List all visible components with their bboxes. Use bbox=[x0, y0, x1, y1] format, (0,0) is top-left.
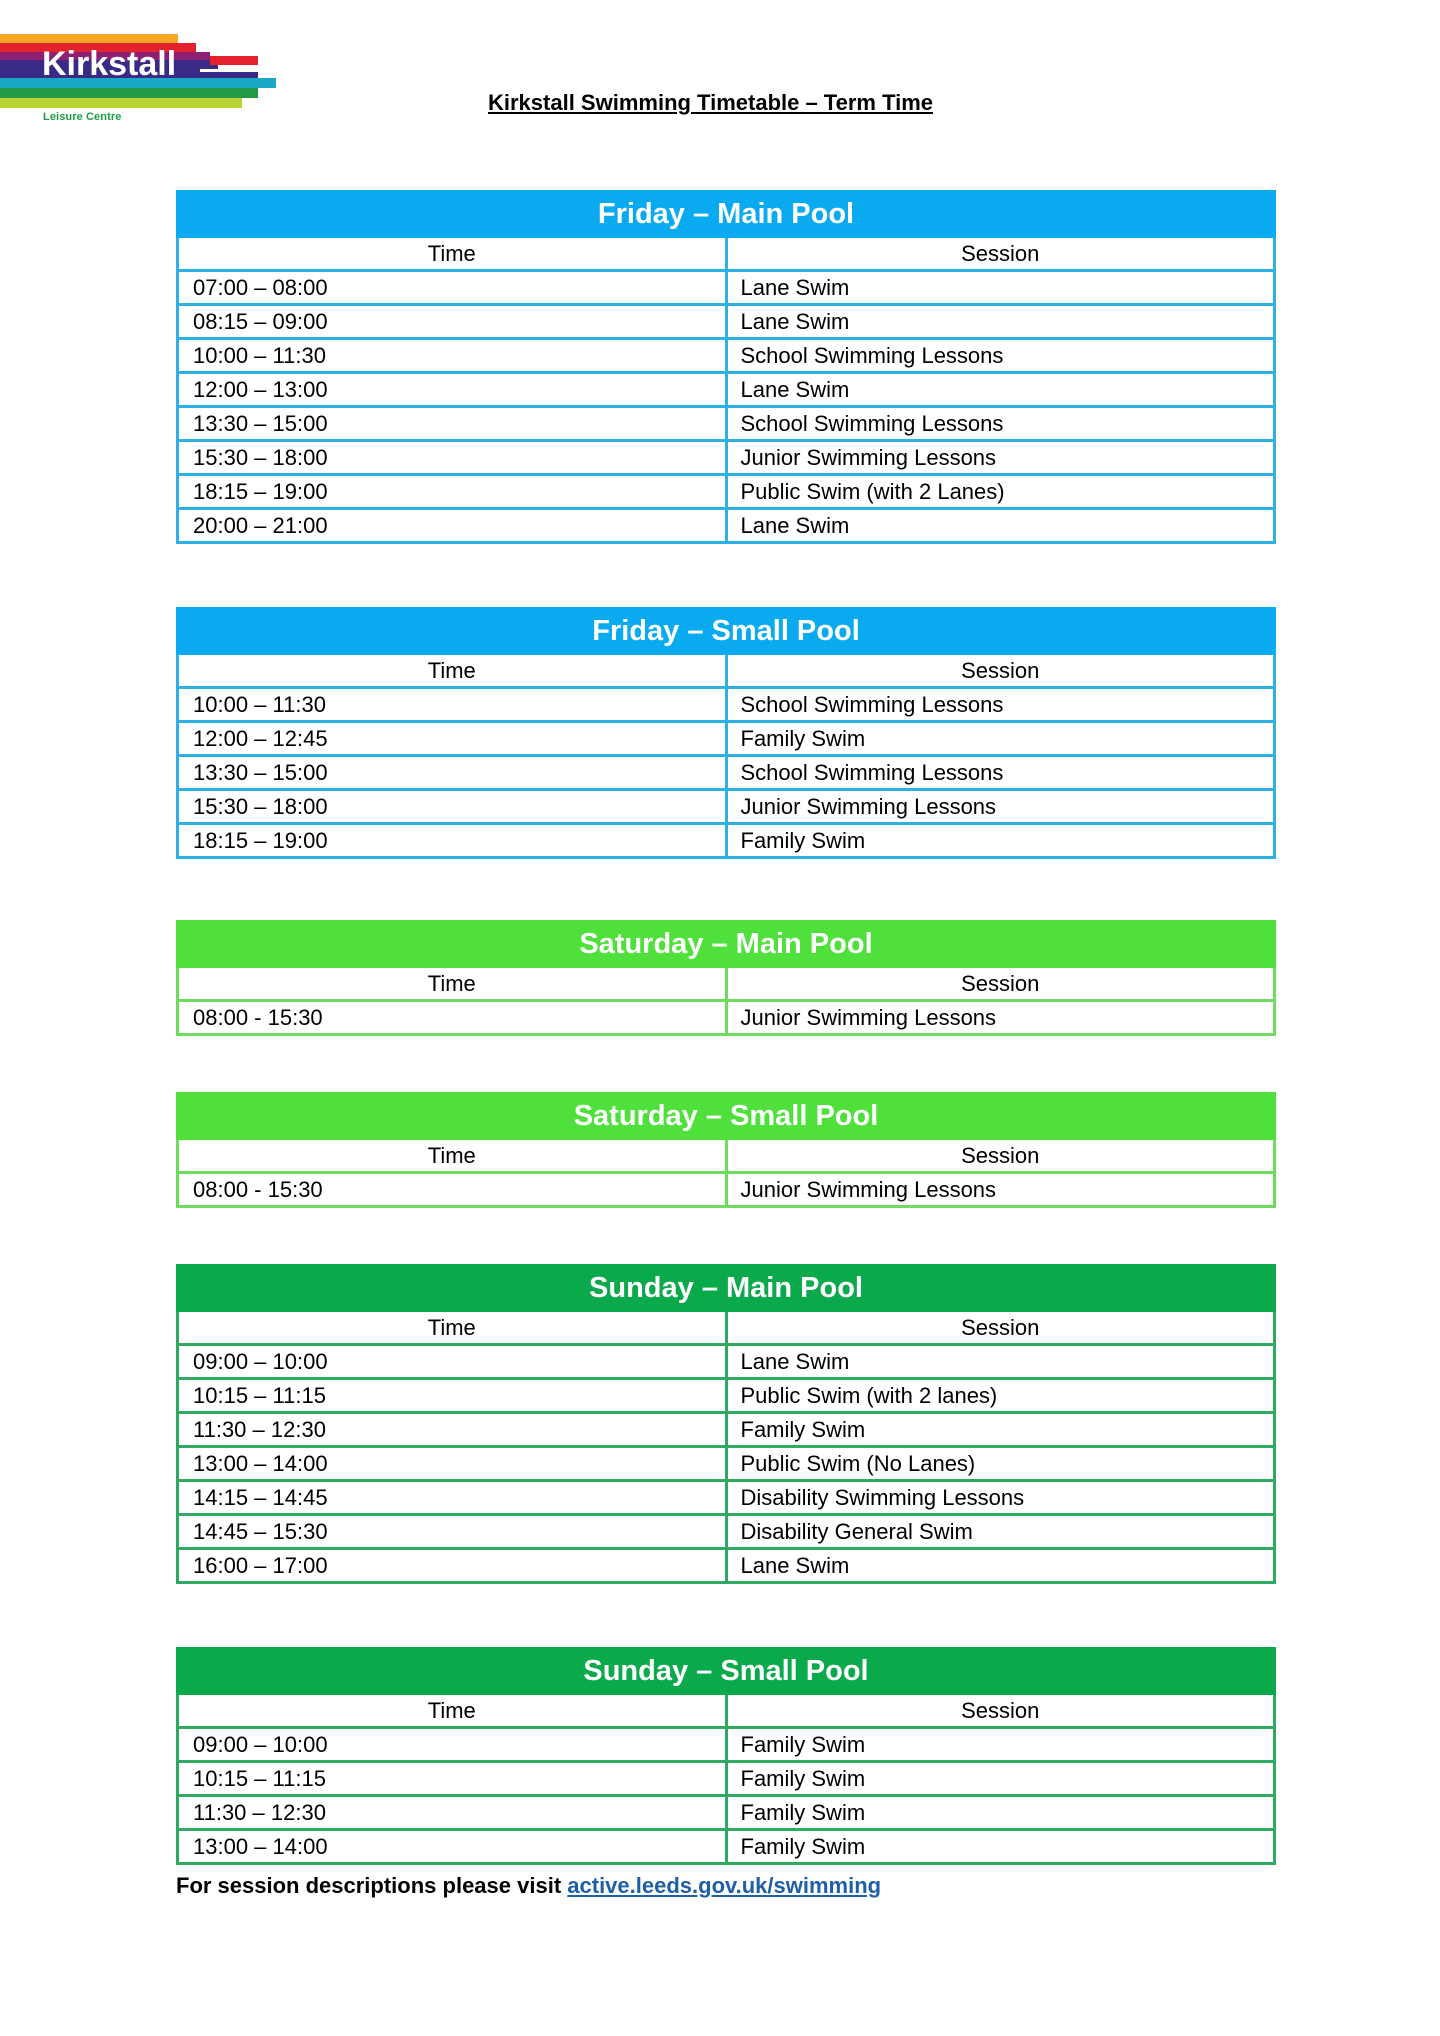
time-cell: 13:00 – 14:00 bbox=[178, 1447, 727, 1481]
table-row bbox=[178, 1762, 1275, 1796]
column-header-session: Session bbox=[726, 237, 1275, 271]
timetable-saturday-main-pool bbox=[176, 920, 1276, 1036]
logo-wordmark: Kirkstall bbox=[42, 45, 177, 83]
table-row bbox=[178, 688, 1275, 722]
table-row bbox=[178, 1549, 1275, 1583]
table-row bbox=[178, 1830, 1275, 1864]
column-header-session: Session bbox=[726, 654, 1275, 688]
session-cell: Family Swim bbox=[726, 1728, 1275, 1762]
time-cell: 10:00 – 11:30 bbox=[178, 688, 727, 722]
session-cell: Public Swim (with 2 lanes) bbox=[726, 1379, 1275, 1413]
timetable-friday-main-pool bbox=[176, 190, 1276, 544]
timetable-friday-small-pool bbox=[176, 607, 1276, 859]
session-cell: Junior Swimming Lessons bbox=[726, 1001, 1275, 1035]
session-cell: Family Swim bbox=[726, 1413, 1275, 1447]
table-row bbox=[178, 441, 1275, 475]
table-title: Saturday – Small Pool bbox=[178, 1094, 1275, 1139]
logo-stripes-graphic bbox=[0, 34, 280, 129]
table-row bbox=[178, 373, 1275, 407]
table-row bbox=[178, 271, 1275, 305]
time-cell: 14:15 – 14:45 bbox=[178, 1481, 727, 1515]
time-cell: 11:30 – 12:30 bbox=[178, 1413, 727, 1447]
time-cell: 08:15 – 09:00 bbox=[178, 305, 727, 339]
table-title: Saturday – Main Pool bbox=[178, 922, 1275, 967]
time-cell: 07:00 – 08:00 bbox=[178, 271, 727, 305]
time-cell: 13:00 – 14:00 bbox=[178, 1830, 727, 1864]
table-row bbox=[178, 756, 1275, 790]
logo-subtitle: Leisure Centre bbox=[43, 111, 122, 123]
table-row bbox=[178, 1379, 1275, 1413]
time-cell: 15:30 – 18:00 bbox=[178, 790, 727, 824]
footer-note bbox=[176, 1873, 881, 1899]
table-row bbox=[178, 339, 1275, 373]
time-cell: 08:00 - 15:30 bbox=[178, 1001, 727, 1035]
session-cell: Lane Swim bbox=[726, 509, 1275, 543]
table-row bbox=[178, 407, 1275, 441]
column-header-time: Time bbox=[178, 654, 727, 688]
time-cell: 15:30 – 18:00 bbox=[178, 441, 727, 475]
session-cell: Family Swim bbox=[726, 1796, 1275, 1830]
table-row bbox=[178, 1173, 1275, 1207]
time-cell: 18:15 – 19:00 bbox=[178, 475, 727, 509]
session-cell: Disability General Swim bbox=[726, 1515, 1275, 1549]
table-row bbox=[178, 1728, 1275, 1762]
session-cell: Lane Swim bbox=[726, 1345, 1275, 1379]
time-cell: 10:00 – 11:30 bbox=[178, 339, 727, 373]
session-cell: Public Swim (No Lanes) bbox=[726, 1447, 1275, 1481]
time-cell: 10:15 – 11:15 bbox=[178, 1379, 727, 1413]
table-row bbox=[178, 475, 1275, 509]
table-row bbox=[178, 1515, 1275, 1549]
time-cell: 10:15 – 11:15 bbox=[178, 1762, 727, 1796]
time-cell: 09:00 – 10:00 bbox=[178, 1728, 727, 1762]
time-cell: 14:45 – 15:30 bbox=[178, 1515, 727, 1549]
table-row bbox=[178, 1796, 1275, 1830]
session-cell: Junior Swimming Lessons bbox=[726, 790, 1275, 824]
session-cell: Family Swim bbox=[726, 1830, 1275, 1864]
column-header-time: Time bbox=[178, 967, 727, 1001]
column-header-session: Session bbox=[726, 1311, 1275, 1345]
session-cell: Lane Swim bbox=[726, 1549, 1275, 1583]
session-cell: Public Swim (with 2 Lanes) bbox=[726, 475, 1275, 509]
session-cell: Junior Swimming Lessons bbox=[726, 1173, 1275, 1207]
table-row bbox=[178, 305, 1275, 339]
table-row bbox=[178, 824, 1275, 858]
time-cell: 18:15 – 19:00 bbox=[178, 824, 727, 858]
time-cell: 09:00 – 10:00 bbox=[178, 1345, 727, 1379]
time-cell: 20:00 – 21:00 bbox=[178, 509, 727, 543]
time-cell: 08:00 - 15:30 bbox=[178, 1173, 727, 1207]
table-row bbox=[178, 509, 1275, 543]
timetable-sunday-small-pool bbox=[176, 1647, 1276, 1865]
time-cell: 11:30 – 12:30 bbox=[178, 1796, 727, 1830]
column-header-time: Time bbox=[178, 1311, 727, 1345]
session-cell: School Swimming Lessons bbox=[726, 407, 1275, 441]
table-row bbox=[178, 722, 1275, 756]
time-cell: 13:30 – 15:00 bbox=[178, 407, 727, 441]
time-cell: 12:00 – 12:45 bbox=[178, 722, 727, 756]
kirkstall-logo bbox=[0, 34, 280, 129]
table-title: Friday – Main Pool bbox=[178, 192, 1275, 237]
session-cell: Family Swim bbox=[726, 824, 1275, 858]
table-title: Friday – Small Pool bbox=[178, 609, 1275, 654]
session-cell: Disability Swimming Lessons bbox=[726, 1481, 1275, 1515]
column-header-time: Time bbox=[178, 1694, 727, 1728]
table-row bbox=[178, 1001, 1275, 1035]
column-header-session: Session bbox=[726, 1694, 1275, 1728]
document-title: Kirkstall Swimming Timetable – Term Time bbox=[488, 90, 934, 115]
table-row bbox=[178, 1481, 1275, 1515]
table-row bbox=[178, 790, 1275, 824]
table-row bbox=[178, 1447, 1275, 1481]
table-row bbox=[178, 1345, 1275, 1379]
column-header-session: Session bbox=[726, 1139, 1275, 1173]
timetable-sunday-main-pool bbox=[176, 1264, 1276, 1584]
footer-text: For session descriptions please visit bbox=[176, 1873, 568, 1898]
column-header-time: Time bbox=[178, 1139, 727, 1173]
column-header-time: Time bbox=[178, 237, 727, 271]
table-title: Sunday – Small Pool bbox=[178, 1649, 1275, 1694]
session-cell: Lane Swim bbox=[726, 271, 1275, 305]
column-header-session: Session bbox=[726, 967, 1275, 1001]
session-cell: Lane Swim bbox=[726, 305, 1275, 339]
session-cell: Junior Swimming Lessons bbox=[726, 441, 1275, 475]
timetable-saturday-small-pool bbox=[176, 1092, 1276, 1208]
session-cell: School Swimming Lessons bbox=[726, 688, 1275, 722]
time-cell: 12:00 – 13:00 bbox=[178, 373, 727, 407]
session-cell: School Swimming Lessons bbox=[726, 339, 1275, 373]
session-cell: Lane Swim bbox=[726, 373, 1275, 407]
table-title: Sunday – Main Pool bbox=[178, 1266, 1275, 1311]
swimming-info-link[interactable]: active.leeds.gov.uk/swimming bbox=[567, 1873, 882, 1898]
session-cell: School Swimming Lessons bbox=[726, 756, 1275, 790]
session-cell: Family Swim bbox=[726, 722, 1275, 756]
table-row bbox=[178, 1413, 1275, 1447]
time-cell: 16:00 – 17:00 bbox=[178, 1549, 727, 1583]
session-cell: Family Swim bbox=[726, 1762, 1275, 1796]
time-cell: 13:30 – 15:00 bbox=[178, 756, 727, 790]
